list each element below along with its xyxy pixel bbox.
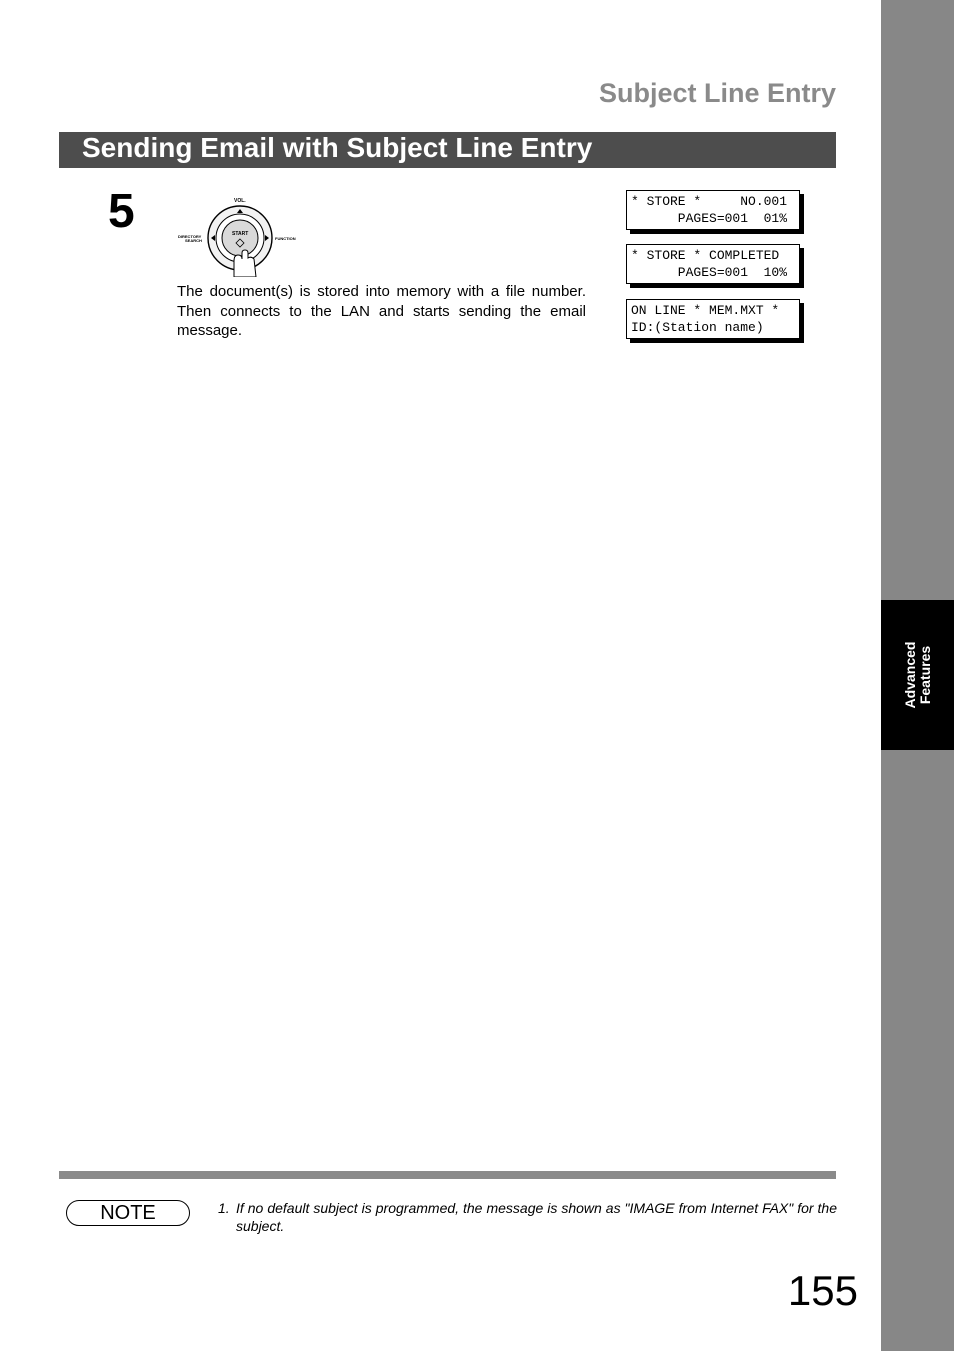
directory-label: DIRECTORY	[178, 234, 202, 239]
start-button-icon	[176, 193, 302, 277]
function-label: FUNCTION	[275, 236, 296, 241]
note-item-text: If no default subject is programmed, the message is shown as "IMAGE from Internet FAX" for the subject.	[236, 1200, 837, 1234]
lcd-line: PAGES=001 01%	[631, 211, 788, 226]
start-label: START	[232, 231, 249, 237]
divider	[59, 1171, 836, 1179]
vol-label: VOL.	[234, 198, 246, 204]
search-label: SEARCH	[185, 238, 202, 243]
chapter-tab-line1: Advanced	[901, 641, 918, 709]
lcd-display-store	[626, 190, 800, 230]
section-title: Subject Line Entry	[598, 78, 836, 108]
chapter-tab	[881, 600, 954, 750]
lcd-line: * STORE * COMPLETED	[631, 248, 780, 263]
chapter-tab-line2: Features	[916, 645, 933, 705]
page-number: 155	[787, 1267, 858, 1314]
lcd-display-completed	[626, 244, 800, 284]
lcd-line: PAGES=001 10%	[631, 265, 788, 280]
step-number: 5	[108, 185, 135, 238]
page-title-bar	[59, 132, 836, 168]
lcd-line: ID:(Station name)	[631, 320, 764, 335]
page-title: Sending Email with Subject Line Entry	[82, 132, 593, 163]
note-badge: NOTE	[66, 1200, 190, 1226]
lcd-line: * STORE * NO.001	[631, 194, 788, 209]
lcd-display-online	[626, 299, 800, 339]
chapter-tab-label	[903, 642, 933, 709]
lcd-line: ON LINE * MEM.MXT *	[631, 303, 780, 318]
note-item-number: 1.	[218, 1200, 230, 1216]
step-description: The document(s) is stored into memory with a file number. Then connects to the LAN and starts sending the email message.	[177, 283, 586, 339]
